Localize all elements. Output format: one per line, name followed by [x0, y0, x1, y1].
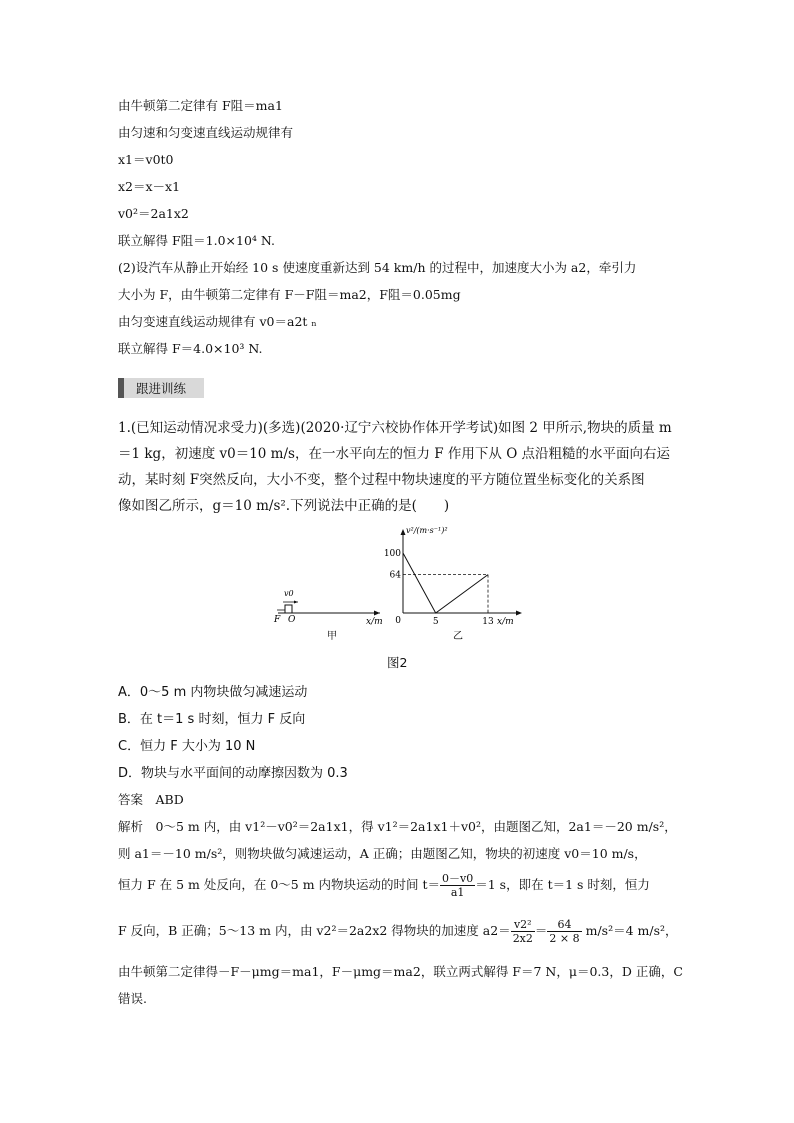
x-axis-arrowhead-right	[516, 611, 522, 616]
fraction-time-den: a1	[450, 886, 465, 899]
fraction-accel-1-den: 2x2	[512, 932, 533, 945]
option-d: D．物块与水平面间的动摩擦因数为 0.3	[118, 766, 348, 781]
fraction-accel-2-den: 2 × 8	[549, 932, 580, 945]
section-header	[118, 378, 204, 398]
fraction-time	[440, 872, 475, 899]
analysis-line-4b: m/s²＝4 m/s²，	[581, 923, 678, 938]
y-axis-label: v²/(m·s⁻¹)²	[406, 526, 448, 535]
answer-label: 答案 ABD	[118, 792, 184, 807]
option-b: B．在 t＝1 s 时刻，恒力 F 反向	[118, 712, 306, 727]
section-title: 跟进训练	[136, 381, 187, 396]
label-yi: 乙	[453, 631, 463, 642]
label-v0: v0	[284, 589, 294, 598]
fraction-accel-2-num: 64	[547, 918, 581, 932]
analysis-line-6: 错误.	[118, 991, 147, 1006]
solution-line-10: 联立解得 F＝4.0×10³ N.	[118, 341, 263, 356]
question-line-1: 1.(已知运动情况求受力)(多选)(2020·辽宁六校协作体开学考试)如图 2 甲所示,物块的质量 m	[118, 420, 672, 436]
solution-line-9: 由匀变速直线运动规律有 v0＝a2t ₙ	[118, 314, 317, 329]
option-c: C．恒力 F 大小为 10 N	[118, 739, 256, 754]
solution-line-8: 大小为 F，由牛顿第二定律有 F－F阻＝ma2，F阻＝0.05mg	[118, 287, 461, 302]
analysis-line-1: 解析 0～5 m 内，由 v1²－v0²＝2a1x1，得 v1²＝2a1x1＋v0²，由题图乙知，2a1＝－20 m/s²，	[118, 819, 677, 834]
analysis-line-2: 则 a1＝－10 m/s²，则物块做匀减速运动，A 正确；由题图乙知，物块的初速度 v0＝10 m/s，	[118, 846, 647, 861]
label-jia: 甲	[327, 631, 337, 642]
chart-yi	[384, 526, 522, 642]
solution-line-2: 由匀速和匀变速直线运动规律有	[118, 125, 294, 140]
solution-line-4: x2＝x－x1	[118, 179, 181, 194]
diagram-jia	[273, 589, 383, 642]
solution-line-3: x1＝v0t0	[118, 152, 174, 167]
x-tick-13: 13	[482, 617, 494, 627]
question-line-4: 像如图乙所示，g＝10 m/s².下列说法中正确的是( )	[118, 498, 450, 514]
y-tick-64: 64	[389, 570, 401, 581]
x-tick-5: 5	[432, 617, 439, 627]
analysis-line-4a: F 反向，B 正确；5～13 m 内，由 v2²＝2a2x2 得物块的加速度 a2＝	[118, 923, 511, 938]
fraction-time-num: 0－v0	[442, 872, 474, 885]
solution-line-6: 联立解得 F阻＝1.0×10⁴ N.	[118, 233, 276, 248]
x-axis-arrowhead	[374, 611, 380, 616]
analysis-line-5: 由牛顿第二定律得－F－μmg＝ma1，F－μmg＝ma2，联立两式解得 F＝7 N，μ＝0.3，D 正确，C	[118, 964, 683, 979]
y-axis-arrowhead	[401, 529, 406, 535]
block	[285, 605, 292, 613]
left-x-axis-label: x/m	[366, 617, 383, 627]
solution-line-5: v0²＝2a1x2	[118, 206, 189, 221]
x-axis-label: x/m	[497, 617, 514, 627]
question-line-2: ＝1 kg，初速度 v0＝10 m/s，在一水平向左的恒力 F 作用下从 O 点沿粗糙的水平面向右运	[118, 446, 671, 462]
figure-2	[0, 525, 794, 665]
analysis-line-3a: 恒力 F 在 5 m 处反向，在 0～5 m 内物块运动的时间 t＝	[118, 877, 441, 892]
series-line	[403, 553, 488, 613]
solution-line-1: 由牛顿第二定律有 F阻＝ma1	[118, 98, 283, 113]
solution-line-7: (2)设汽车从静止开始经 10 s 使速度重新达到 54 km/h 的过程中，加速度大小为 a2，牵引力	[118, 260, 637, 275]
analysis-line-4	[118, 918, 678, 945]
fraction-accel-1	[511, 918, 535, 945]
equals-sign: ＝	[534, 923, 548, 938]
analysis-line-3	[118, 872, 650, 899]
x-tick-0: 0	[395, 616, 401, 626]
v0-arrowhead	[294, 601, 298, 604]
analysis-line-3b: ＝1 s，即在 t＝1 s 时刻，恒力	[475, 877, 650, 892]
figure-caption: 图2	[387, 655, 408, 670]
question-line-3: 动，某时刻 F突然反向，大小不变，整个过程中物块速度的平方随位置坐标变化的关系图	[118, 472, 645, 488]
fraction-accel-2	[547, 918, 581, 945]
option-a: A．0～5 m 内物块做匀减速运动	[118, 685, 308, 700]
y-tick-100: 100	[383, 549, 401, 559]
label-F: F	[274, 615, 281, 625]
label-O: O	[288, 615, 296, 625]
fraction-accel-1-num: v2²	[511, 918, 535, 932]
